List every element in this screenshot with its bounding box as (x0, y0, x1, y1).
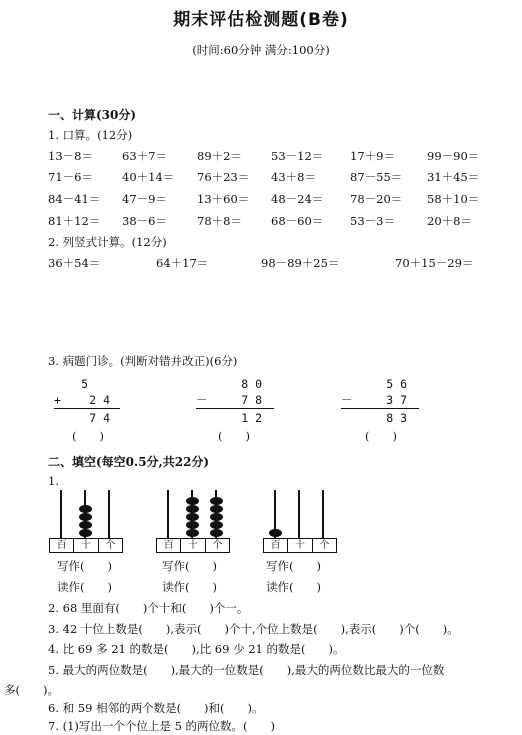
abacus-bead (210, 505, 223, 513)
abacus-bead (186, 513, 199, 521)
diagnose-operator: + (54, 393, 61, 407)
mental-math-item: 31＋45＝ (427, 170, 480, 184)
abacus-place-label: 十 (288, 539, 312, 552)
mental-math-item: 84－41＝ (48, 192, 101, 206)
write-label: 写作( ) (266, 559, 321, 573)
mental-math-item: 78＋8＝ (197, 214, 242, 228)
abacus-bead (269, 529, 282, 537)
question-1-label: 1. 口算。(12分) (48, 128, 133, 142)
mental-math-item: 58＋10＝ (427, 192, 480, 206)
question-1-label: 1. (48, 474, 59, 488)
mental-math-item: 43＋8＝ (271, 170, 316, 184)
diagnose-result: 7 4 (89, 411, 110, 425)
mental-math-item: 71－6＝ (48, 170, 93, 184)
diagnose-bottom: 2 4 (89, 393, 110, 407)
abacus-place-label: 十 (181, 539, 205, 552)
mental-math-item: 13－8＝ (48, 149, 93, 163)
abacus-rod (298, 490, 300, 538)
mental-math-item: 38－6＝ (122, 214, 167, 228)
mental-math-item: 87－55＝ (350, 170, 403, 184)
section-2-heading: 二、填空(每空0.5分,共22分) (48, 455, 210, 469)
abacus-rod (322, 490, 324, 538)
abacus-bead (79, 505, 92, 513)
abacus-place-labels (49, 538, 123, 553)
diagnose-answer: ( ) (72, 429, 104, 443)
mental-math-item: 68－60＝ (271, 214, 324, 228)
mental-math-item: 20＋8＝ (427, 214, 472, 228)
abacus-bead (186, 529, 199, 537)
diagnose-line (341, 408, 419, 409)
question-4: 4. 比 69 多 21 的数是( ),比 69 少 21 的数是( )。 (48, 642, 345, 656)
read-label: 读作( ) (57, 580, 112, 594)
abacus-place-label: 个 (105, 540, 116, 551)
mental-math-item: 78－20＝ (350, 192, 403, 206)
abacus-place-label: 百 (157, 539, 181, 552)
diagnose-bottom: 7 8 (241, 393, 262, 407)
diagnose-top: 5 6 (386, 377, 407, 391)
diagnose-problem (54, 376, 124, 426)
vertical-problem: 70＋15－29＝ (395, 256, 474, 270)
diagnose-operator: － (196, 393, 208, 407)
abacus-bead (186, 505, 199, 513)
abacus-bead (186, 521, 199, 529)
vertical-problem: 64＋17＝ (156, 256, 209, 270)
abacus-bead (210, 497, 223, 505)
question-5-continued: 多( )。 (4, 683, 59, 697)
mental-math-item: 13＋60＝ (197, 192, 250, 206)
mental-math-item: 76＋23＝ (197, 170, 250, 184)
page-subtitle: (时间:60分钟 满分:100分) (192, 43, 330, 57)
diagnose-result: 1 2 (241, 411, 262, 425)
abacus-bead (79, 513, 92, 521)
diagnose-problem (341, 376, 421, 426)
abacus-place-label: 十 (74, 539, 98, 552)
read-label: 读作( ) (266, 580, 321, 594)
section-1-heading: 一、计算(30分) (48, 108, 137, 122)
mental-math-item: 53－12＝ (271, 149, 324, 163)
abacus-bead (210, 513, 223, 521)
abacus-place-label: 百 (50, 539, 74, 552)
abacus-rod (167, 490, 169, 538)
question-3: 3. 42 十位上数是( ),表示( )个十,个位上数是( ),表示( )个( )。 (48, 622, 459, 636)
diagnose-answer: ( ) (365, 429, 397, 443)
mental-math-item: 47－9＝ (122, 192, 167, 206)
question-6: 6. 和 59 相邻的两个数是( )和( )。 (48, 701, 264, 715)
diagnose-line (54, 408, 120, 409)
mental-math-item: 53－3＝ (350, 214, 395, 228)
diagnose-bottom: 3 7 (386, 393, 407, 407)
abacus-bead (210, 521, 223, 529)
diagnose-top: 8 0 (241, 377, 262, 391)
question-7: 7. (1)写出一个个位上是 5 的两位数。( ) (48, 719, 276, 733)
abacus-place-label: 个 (212, 540, 223, 551)
page-title: 期末评估检测题(B卷) (173, 10, 349, 30)
mental-math-item: 81＋12＝ (48, 214, 101, 228)
abacus-place-label: 个 (319, 540, 330, 551)
mental-math-item: 48－24＝ (271, 192, 324, 206)
question-3-label: 3. 病题门诊。(判断对错并改正)(6分) (48, 354, 238, 368)
abacus-rod (108, 490, 110, 538)
diagnose-line (196, 408, 274, 409)
read-label: 读作( ) (162, 580, 217, 594)
abacus-place-label: 百 (264, 539, 288, 552)
abacus-bead (210, 529, 223, 537)
vertical-problem: 98－89＋25＝ (261, 256, 340, 270)
abacus-rod (60, 490, 62, 538)
mental-math-item: 63＋7＝ (122, 149, 167, 163)
abacus-bead (79, 529, 92, 537)
abacus-place-labels (156, 538, 230, 553)
mental-math-item: 40＋14＝ (122, 170, 175, 184)
diagnose-operator: － (341, 393, 353, 407)
question-2-label: 2. 列竖式计算。(12分) (48, 235, 167, 249)
mental-math-item: 89＋2＝ (197, 149, 242, 163)
diagnose-answer: ( ) (218, 429, 250, 443)
write-label: 写作( ) (162, 559, 217, 573)
abacus-bead (186, 497, 199, 505)
question-2: 2. 68 里面有( )个十和( )个一。 (48, 601, 249, 615)
abacus-bead (79, 521, 92, 529)
mental-math-item: 99－90＝ (427, 149, 480, 163)
question-5: 5. 最大的两位数是( ),最大的一位数是( ),最大的两位数比最大的一位数 (48, 663, 445, 677)
write-label: 写作( ) (57, 559, 112, 573)
diagnose-problem (196, 376, 276, 426)
diagnose-top: 5 (81, 377, 88, 391)
mental-math-item: 17＋9＝ (350, 149, 395, 163)
vertical-problem: 36＋54＝ (48, 256, 101, 270)
diagnose-result: 8 3 (386, 411, 407, 425)
abacus-place-labels (263, 538, 337, 553)
